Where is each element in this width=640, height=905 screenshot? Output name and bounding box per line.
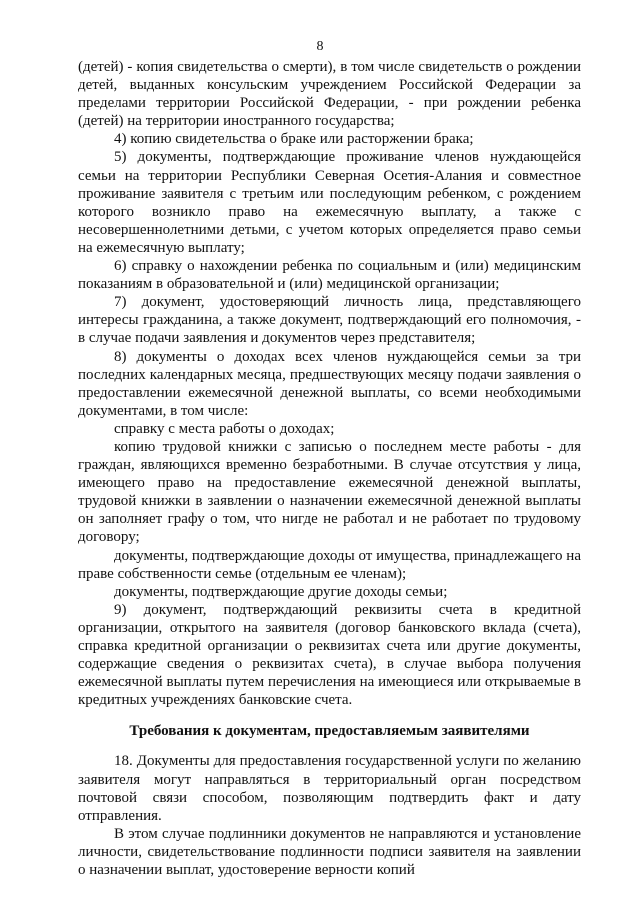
- paragraph: справку с места работы о доходах;: [114, 420, 335, 437]
- paragraph: В этом случае подлинники документов не направляются и установление личности, свидетельствование подлинности подписи заявителя на заявлении о назначении выплат, удостоверение верности копий: [78, 825, 581, 879]
- section-heading: Требования к документам, предоставляемым заявителями: [129, 723, 530, 740]
- paragraph: (детей) - копия свидетельства о смерти), в том числе свидетельств о рождении детей, выданных консульским учреждением Российской Федерации за пределами территории Российской Федерации, - при рождении ребенка (детей) на территории иностранного государства;: [78, 59, 581, 130]
- page-number: 8: [316, 39, 324, 54]
- paragraph: 4) копию свидетельства о браке или расторжении брака;: [114, 131, 474, 148]
- paragraph: копию трудовой книжки с записью о последнем месте работы - для граждан, являющихся временно безработными. В случае отсутствия у лица, имеющего право на предоставление ежемесячной денежной выплаты, трудовой книжки в заявлении о назначении ежемесячной денежной выплаты он заполняет графу о том, что нигде не работал и не работает по трудовому договору;: [78, 438, 581, 546]
- paragraph: 9) документ, подтверждающий реквизиты счета в кредитной организации, открытого на заявителя (договор банковского вклада (счета), справка кредитной организации о реквизитах счета или другие документы, содержащие сведения о реквизитах счета), в случае выбора получения ежемесячной выплаты путем перечисления на имеющиеся или открываемые в кредитных учреждениях банковские счета.: [78, 601, 581, 709]
- paragraph: документы, подтверждающие доходы от имущества, принадлежащего на праве собственности семье (отдельным ее членам);: [78, 547, 581, 582]
- paragraph: 18. Документы для предоставления государственной услуги по желанию заявителя могут направляться в территориальный орган посредством почтовой связи способом, позволяющим подтвердить факт и дату отправления.: [78, 753, 581, 824]
- paragraph: документы, подтверждающие другие доходы семьи;: [114, 583, 448, 600]
- document-body: [78, 58, 581, 879]
- paragraph: 7) документ, удостоверяющий личность лица, представляющего интересы гражданина, а также документ, подтверждающий его полномочия, - в случае подачи заявления и документов через представителя;: [78, 294, 581, 347]
- paragraph: 6) справку о нахождении ребенка по социальным и (или) медицинским показаниям в образовательной и (или) медицинской организации;: [78, 258, 581, 293]
- paragraph: 5) документы, подтверждающие проживание членов нуждающейся семьи на территории Республики Северная Осетия-Алания и совместное проживание заявителя с третьим или последующим ребенком, с рождением которого возникло право на ежемесячную выплату, а также с несовершеннолетними детьми, с учетом которых определяется право семьи на ежемесячную выплату;: [78, 149, 581, 256]
- paragraph: 8) документы о доходах всех членов нуждающейся семьи за три последних календарных месяца, предшествующих месяцу подачи заявления о предоставлении ежемесячной денежной выплаты, со всеми необходимыми документами, в том числе:: [78, 348, 581, 419]
